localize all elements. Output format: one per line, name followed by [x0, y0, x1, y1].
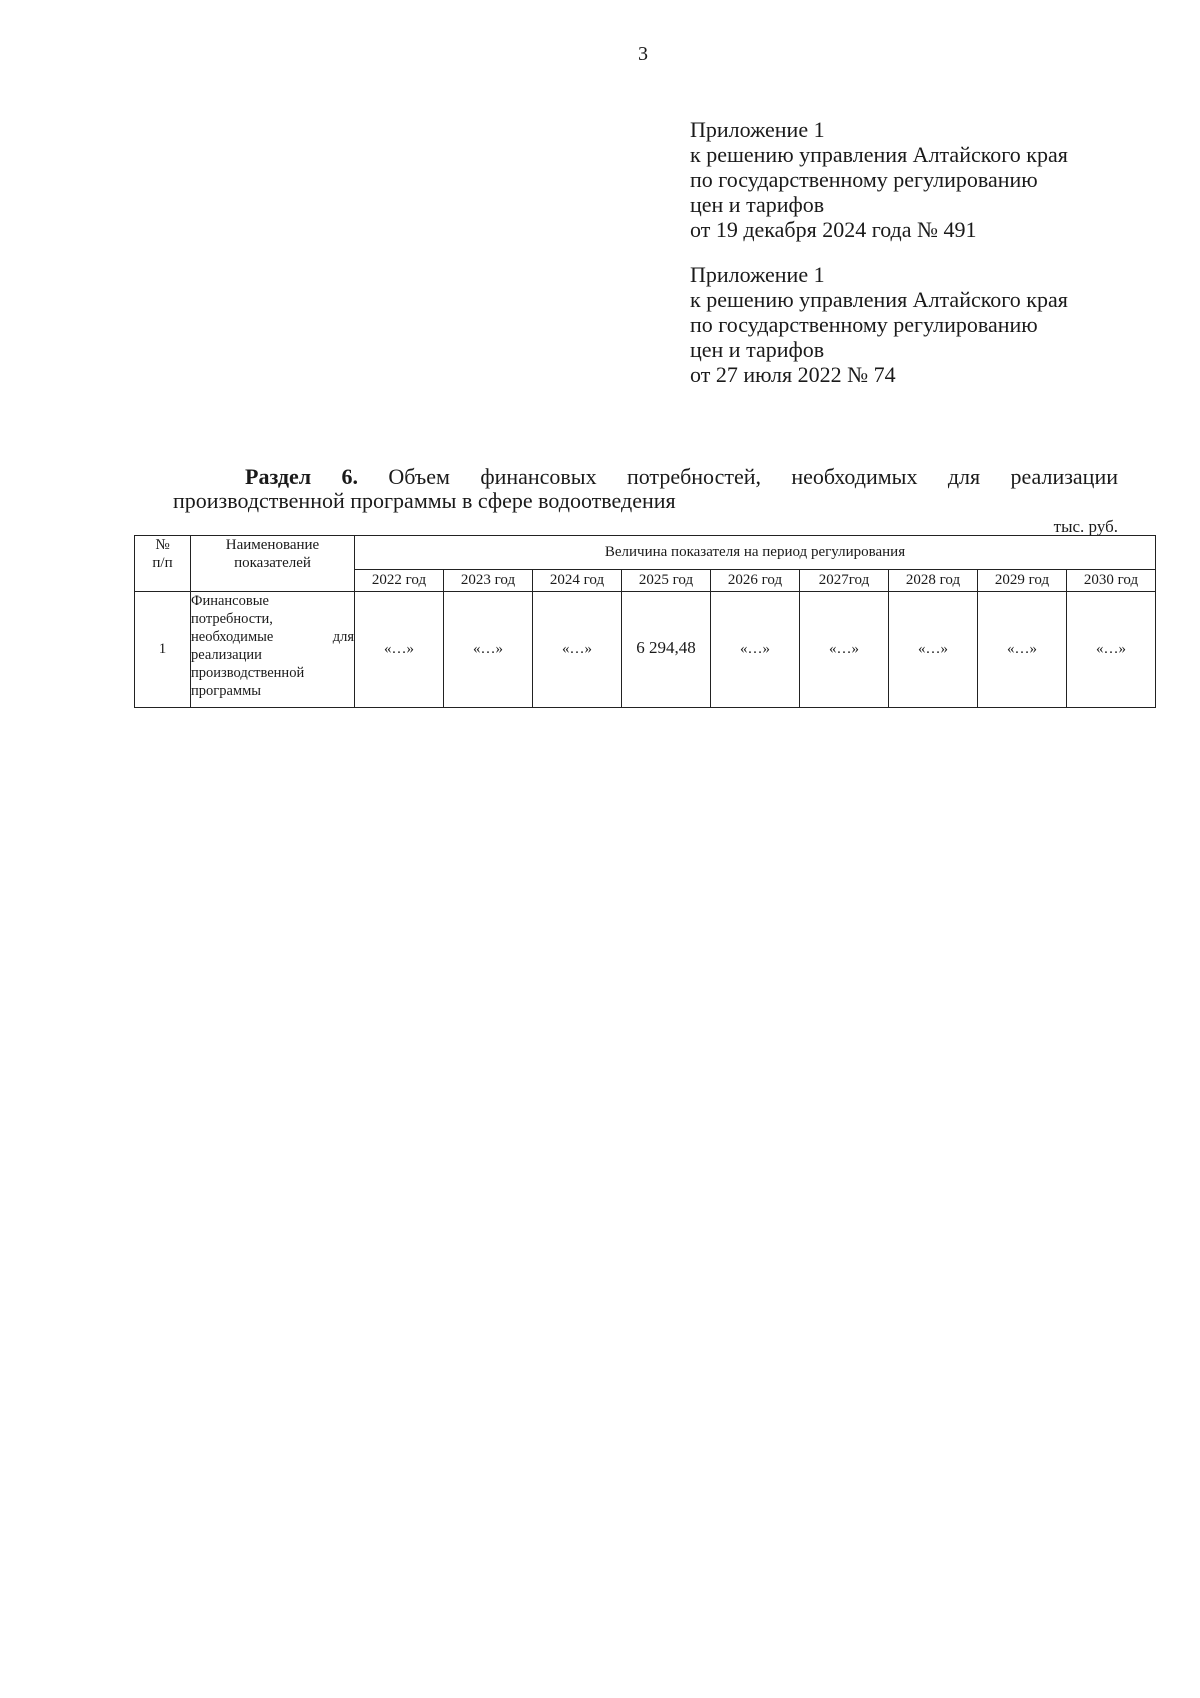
section-heading-line1 [173, 465, 1118, 489]
header-number [135, 536, 191, 592]
appendix-original-block [690, 262, 1068, 387]
header-indicator-name: Наименование показателей [191, 536, 355, 592]
section-heading [173, 465, 1118, 513]
page-number: 3 [638, 43, 648, 65]
year-header: 2029 год [978, 570, 1067, 592]
year-header: 2028 год [889, 570, 978, 592]
section-title-line2: производственной программы в сфере водоотведения [173, 488, 676, 513]
appendix-current-line: Приложение 1 [690, 117, 825, 142]
year-header: 2027год [800, 570, 889, 592]
appendix-current-line: к решению управления Алтайского края [690, 142, 1068, 167]
year-header: 2025 год [622, 570, 711, 592]
year-header: 2024 год [533, 570, 622, 592]
header-period: Величина показателя на период регулирования [355, 536, 1156, 570]
value-cell: «…» [978, 592, 1067, 708]
year-header: 2026 год [711, 570, 800, 592]
appendix-current-block [690, 117, 1068, 242]
appendix-original-line: цен и тарифов [690, 337, 825, 362]
value-cell-2025: 6 294,48 [622, 592, 711, 708]
appendix-current-line: по государственному регулированию [690, 167, 1038, 192]
appendix-original-line: от 27 июля 2022 № 74 [690, 362, 896, 387]
year-header: 2022 год [355, 570, 444, 592]
financial-table [134, 535, 1156, 708]
units-label: тыс. руб. [1053, 517, 1118, 536]
header-number-line1: № [155, 537, 170, 553]
value-cell: «…» [1067, 592, 1156, 708]
appendix-current-line: цен и тарифов [690, 192, 825, 217]
appendix-original-line: по государственному регулированию [690, 312, 1038, 337]
value-cell: «…» [355, 592, 444, 708]
appendix-original-line: Приложение 1 [690, 262, 825, 287]
value-cell: «…» [533, 592, 622, 708]
row-number: 1 [135, 592, 191, 708]
appendix-current-line: от 19 декабря 2024 года № 491 [690, 217, 977, 242]
row-indicator-name: Финансовые потребности, необходимые для реализации производственной программы [191, 592, 355, 708]
value-cell: «…» [889, 592, 978, 708]
section-label: Раздел 6. [245, 464, 358, 489]
table-header-row [135, 536, 1156, 570]
value-cell: «…» [800, 592, 889, 708]
year-header: 2030 год [1067, 570, 1156, 592]
appendix-original-line: к решению управления Алтайского края [690, 287, 1068, 312]
table-row [135, 592, 1156, 708]
year-header: 2023 год [444, 570, 533, 592]
section-title-line1: Объем финансовых потребностей, необходимых для реализации [388, 464, 1119, 489]
header-number-line2: п/п [152, 555, 173, 571]
value-cell: «…» [444, 592, 533, 708]
value-cell: «…» [711, 592, 800, 708]
